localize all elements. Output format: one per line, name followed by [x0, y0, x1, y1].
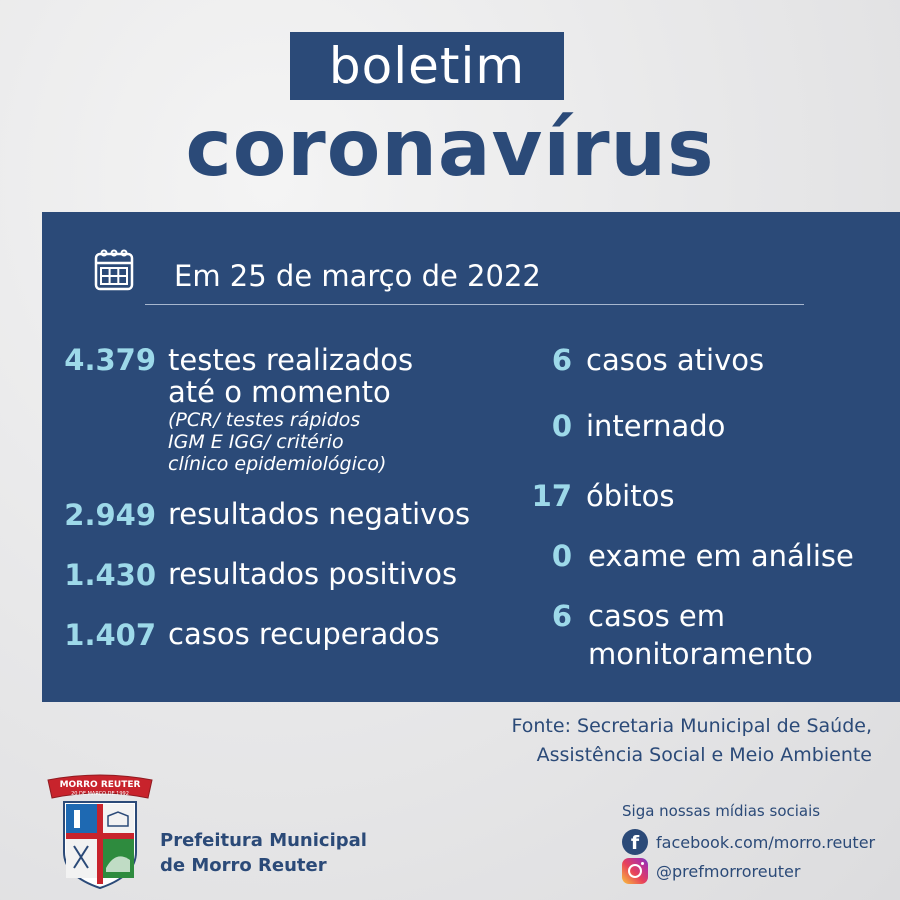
calendar-icon	[94, 248, 134, 292]
stat-note-3: clínico epidemiológico)	[168, 453, 387, 475]
stat-label-tests-2: até o momento	[168, 375, 391, 409]
stat-label-hospitalized: internado	[586, 409, 726, 443]
stat-value-deaths: 17	[531, 479, 572, 513]
stat-label-positive: resultados positivos	[168, 557, 458, 591]
instagram-icon	[622, 858, 648, 884]
title-box: boletim	[290, 32, 564, 100]
stat-label-deaths: óbitos	[586, 479, 675, 513]
stat-label-recovered: casos recuperados	[168, 617, 440, 651]
stat-label-tests: testes realizados	[168, 343, 414, 377]
stat-value-monitoring: 6	[551, 599, 572, 633]
source-line-1: Fonte: Secretaria Municipal de Saúde,	[511, 715, 872, 737]
municipal-crest-logo	[44, 772, 156, 892]
stat-value-pending: 0	[551, 539, 572, 573]
stat-label-monitoring-2: monitoramento	[588, 637, 813, 671]
stat-value-positive: 1.430	[64, 558, 156, 592]
stat-label-pending: exame em análise	[588, 539, 854, 573]
crest-banner-text-1: MORRO REUTER	[59, 780, 141, 790]
stat-label-monitoring: casos em	[588, 599, 725, 633]
prefeitura-name	[160, 828, 367, 878]
stat-note-2: IGM E IGG/ critério	[168, 431, 344, 453]
stat-value-negative: 2.949	[64, 498, 156, 532]
stat-note-1: (PCR/ testes rápidos	[168, 409, 361, 431]
bulletin-date: Em 25 de março de 2022	[174, 259, 541, 293]
facebook-handle: facebook.com/morro.reuter	[656, 832, 876, 852]
crest-banner-text-2: 20 DE MARÇO DE 1992	[71, 791, 129, 797]
stats-panel	[42, 212, 900, 702]
stat-value-hospitalized: 0	[551, 409, 572, 443]
prefeitura-line-2: de Morro Reuter	[160, 855, 327, 876]
social-heading: Siga nossas mídias sociais	[622, 802, 821, 820]
stat-value-tests: 4.379	[64, 343, 156, 377]
facebook-link[interactable]	[622, 828, 875, 856]
instagram-link[interactable]	[622, 857, 800, 885]
stat-label-active: casos ativos	[586, 343, 765, 377]
stat-label-negative: resultados negativos	[168, 497, 471, 531]
prefeitura-line-1: Prefeitura Municipal	[160, 830, 367, 851]
instagram-handle: @prefmorroreuter	[656, 861, 801, 881]
divider	[145, 304, 804, 305]
stat-value-recovered: 1.407	[64, 618, 156, 652]
page-title: coronavírus	[185, 104, 715, 194]
stat-value-active: 6	[551, 343, 572, 377]
source-line-2: Assistência Social e Meio Ambiente	[536, 744, 872, 766]
facebook-icon: f	[622, 829, 648, 855]
source-note	[512, 712, 872, 770]
